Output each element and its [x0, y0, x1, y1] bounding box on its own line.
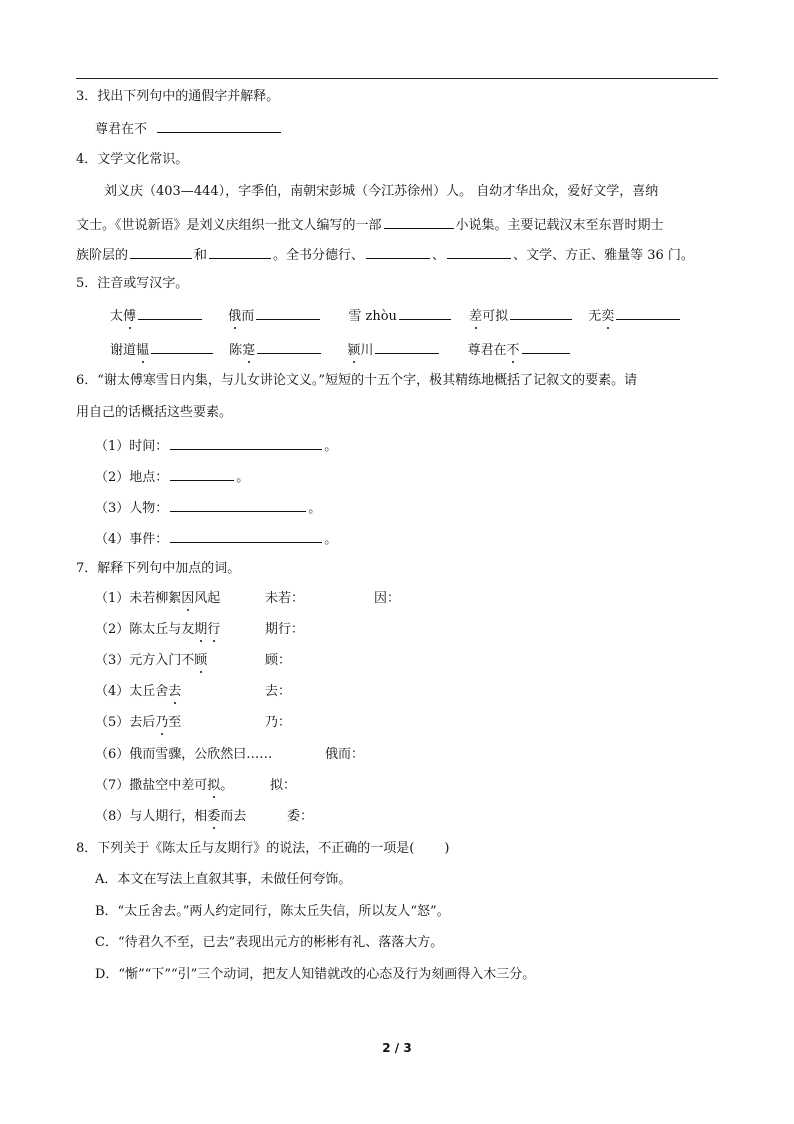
q7-dotted-word: 乃 [155, 715, 169, 730]
q7-sentence: （2）陈太丘与友 [95, 622, 195, 637]
q7-item-8 [95, 808, 246, 826]
q5-dotted-char: 颍 [347, 343, 361, 358]
page-number: 2 / 3 [382, 1041, 412, 1055]
q7-item-5 [95, 714, 181, 732]
q8-option-b[interactable]: B．“太丘舍去。”两人约定同行，陈太丘失信，所以友人“怒”。 [95, 904, 450, 919]
q3-item-text: 尊君在不 [95, 122, 148, 137]
q7-item-7-answer: 拟： [270, 778, 297, 793]
q6-item-event [95, 528, 337, 549]
q6-label: （1）时间： [95, 439, 169, 454]
q4-text: 小说集。主要记载汉末至东晋时期士 [455, 218, 664, 233]
q5-dotted-char: 差 [469, 309, 483, 324]
q7-dotted-word: 期 [194, 622, 208, 637]
q7-dotted-word: 委 [207, 809, 221, 824]
q6-item-place [95, 466, 249, 487]
q8-option-c[interactable]: C．“待君久不至，已去”表现出元方的彬彬有礼、落落大方。 [95, 935, 444, 950]
q5-dotted-char: 俄 [228, 309, 242, 324]
q7-sentence: 而去 [220, 809, 247, 824]
q8-option-d[interactable]: D．“惭”“下”“引”三个动词，把友人知错就改的心态及行为刻画得入木三分。 [95, 967, 536, 982]
q4-blank-4[interactable] [447, 244, 511, 259]
q7-title: 7．解释下列句中加点的词。 [76, 561, 241, 576]
q6-label: （4）事件： [95, 532, 169, 547]
q5-dotted-char: 不 [506, 343, 520, 358]
q6-item-time [95, 435, 337, 456]
q6-period: 。 [236, 470, 250, 485]
q5-row2 [110, 339, 572, 360]
q6-blank-event[interactable] [170, 528, 322, 543]
q3-item [95, 118, 283, 139]
q5-blank[interactable] [510, 305, 572, 320]
q5-blank[interactable] [616, 305, 680, 320]
q5-blank[interactable] [256, 305, 320, 320]
q5-char: 陈 [229, 343, 243, 358]
q7-item-8-answer: 委： [287, 809, 314, 824]
q8-title-text: ) [444, 841, 450, 856]
q3-title: 3．找出下列句中的通假字并解释。 [76, 89, 280, 104]
q4-text: 。全书分德行、 [273, 248, 365, 263]
q7-sentence: 至 [168, 715, 182, 730]
q5-blank[interactable] [399, 305, 451, 320]
q7-sentence: （5）去后 [95, 715, 156, 730]
q4-blank-3[interactable] [366, 244, 430, 259]
q6-period: 。 [324, 439, 338, 454]
q4-blank-genre[interactable] [384, 214, 454, 229]
q6-label: （3）人物： [95, 501, 169, 516]
q4-text: 族阶层的 [76, 248, 129, 263]
q4-text: 和 [194, 248, 208, 263]
q7-item-7 [95, 777, 233, 795]
q5-row1 [110, 305, 682, 326]
q4-para-line2 [76, 214, 664, 235]
q8-title-text: 8．下列关于《陈太丘与友期行》的说法，不正确的一项是( [76, 841, 415, 856]
q7-sentence: （3）元方入门不 [95, 653, 195, 668]
q6-blank-place[interactable] [170, 466, 234, 481]
q5-blank[interactable] [375, 339, 439, 354]
q7-item-3-answer: 顾： [265, 653, 292, 668]
q7-item-4-answer: 去： [265, 684, 292, 699]
q5-blank[interactable] [257, 339, 321, 354]
q7-item-6: （6）俄而雪骤，公欣然曰…… [95, 747, 273, 762]
q8-title [76, 840, 449, 858]
q6-period: 。 [324, 532, 338, 547]
q6-title-cont: 用自己的话概括这些要素。 [76, 405, 233, 420]
q7-sentence: （4）太丘舍 [95, 684, 169, 699]
q6-blank-time[interactable] [170, 435, 322, 450]
q7-dotted-word: 因 [181, 591, 195, 606]
q5-char: 无 [588, 309, 602, 324]
q6-label: （2）地点： [95, 470, 169, 485]
q5-blank[interactable] [522, 339, 570, 354]
q5-dotted-char: 韫 [136, 343, 150, 358]
q5-char: 可拟 [482, 309, 509, 324]
q7-item-6-answer: 俄而： [325, 747, 365, 762]
q5-char: 而 [241, 309, 255, 324]
q6-title: 6．“谢太傅寒雪日内集，与儿女讲论文义。”短短的十五个字，极其精练地概括了记叙文的要素。请 [76, 373, 638, 388]
q7-item-5-answer: 乃： [265, 715, 292, 730]
q5-char: 尊君在 [467, 343, 507, 358]
q5-dotted-char: 奕 [601, 309, 615, 324]
q4-para-line1: 刘义庆（403—444），字季伯，南朝宋彭城（今江苏徐州）人。 自幼才华出众，爱好文学，喜纳 [104, 184, 659, 199]
q7-dotted-word: 顾 [194, 653, 208, 668]
q7-item-1-answer-b: 因： [374, 591, 401, 606]
q5-pinyin: 雪 zhòu [348, 309, 397, 324]
q3-answer-blank[interactable] [157, 118, 281, 133]
q7-item-2-answer: 期行： [265, 622, 305, 637]
q7-item-4 [95, 683, 181, 701]
q7-sentence: （8）与人期行，相 [95, 809, 208, 824]
q4-title: 4．文学文化常识。 [76, 152, 189, 167]
q5-char: 太 [110, 309, 124, 324]
q5-title: 5．注音或写汉字。 [76, 276, 189, 291]
q6-blank-people[interactable] [170, 497, 306, 512]
q4-blank-2[interactable] [209, 244, 271, 259]
q4-text: 、 [432, 248, 446, 263]
q5-char: 谢道 [110, 343, 137, 358]
q5-char: 川 [360, 343, 374, 358]
q7-sentence: 风起 [194, 591, 221, 606]
q5-dotted-char: 傅 [123, 309, 137, 324]
q5-blank[interactable] [138, 305, 202, 320]
q4-text: 、文学、方正、雅量等 36 门。 [513, 248, 694, 263]
q4-blank-1[interactable] [130, 244, 192, 259]
q7-dotted-word: 拟 [207, 778, 221, 793]
q8-option-a[interactable]: A．本文在写法上直叙其事，未做任何夸饰。 [95, 872, 352, 887]
q6-period: 。 [308, 501, 322, 516]
q7-dotted-word: 行 [207, 622, 221, 637]
q7-sentence: （1）未若柳絮 [95, 591, 182, 606]
q4-para-line3 [76, 244, 694, 265]
q7-sentence: （7）撒盐空中差可 [95, 778, 208, 793]
q6-item-people [95, 497, 321, 518]
q7-sentence: 。 [220, 778, 234, 793]
q7-item-2 [95, 621, 220, 639]
q7-dotted-word: 去 [168, 684, 182, 699]
header-rule [76, 78, 718, 79]
q4-text: 文士。《世说新语》是刘义庆组织一批文人编写的一部 [76, 218, 382, 233]
q7-item-1 [95, 590, 220, 608]
q7-item-1-answer-a: 未若： [265, 591, 305, 606]
q5-dotted-char: 寔 [242, 343, 256, 358]
q5-blank[interactable] [151, 339, 213, 354]
q7-item-3 [95, 652, 207, 670]
